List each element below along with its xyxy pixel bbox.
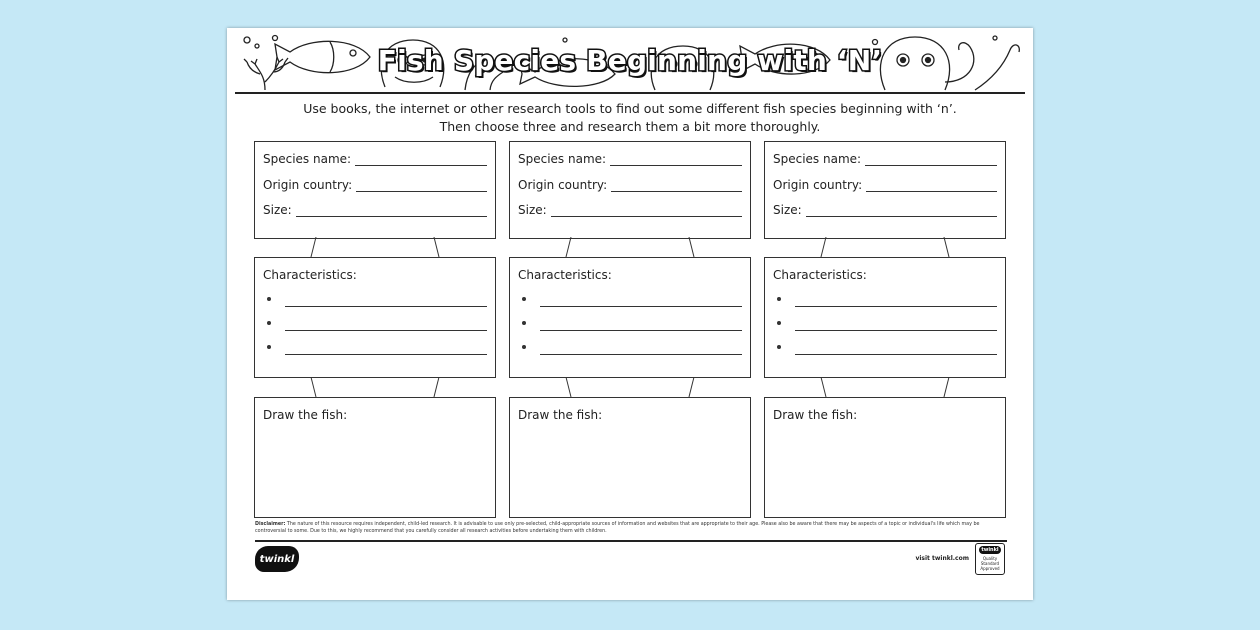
characteristics-box [254,257,496,378]
size-field[interactable]: Size: [773,203,997,217]
origin-country-field[interactable]: Origin country: [773,178,997,192]
species-info-box [764,141,1006,239]
species-name-field[interactable]: Species name: [263,152,487,166]
box-connector [764,377,1006,397]
characteristic-line[interactable] [522,320,742,331]
title-banner [235,32,1025,94]
worksheet-page [227,28,1033,600]
box-connector [254,377,496,397]
instruction-line-2: Then choose three and research them a bit more thoroughly. [439,119,821,134]
box-connector [254,237,496,257]
species-info-box [509,141,751,239]
species-name-field[interactable]: Species name: [773,152,997,166]
characteristics-label: Characteristics: [263,268,357,282]
box-connector [509,237,751,257]
draw-fish-label: Draw the fish: [518,408,603,422]
draw-fish-box[interactable] [509,397,751,518]
characteristic-line[interactable] [777,296,997,307]
origin-country-field[interactable]: Origin country: [518,178,742,192]
characteristic-line[interactable] [777,344,997,355]
disclaimer [255,522,1007,535]
quality-badge [975,543,1005,575]
draw-fish-label: Draw the fish: [773,408,858,422]
worksheet-title: Fish Species Beginning with ‘N’ [377,44,883,77]
box-connector [509,377,751,397]
characteristics-label: Characteristics: [773,268,867,282]
origin-country-field[interactable]: Origin country: [263,178,487,192]
characteristic-line[interactable] [267,320,487,331]
instruction-line-1: Use books, the internet or other research tools to find out some different fish species beginning with ‘n’. [303,101,957,116]
badge-logo: twinkl [979,546,1001,554]
characteristic-line[interactable] [267,296,487,307]
species-name-field[interactable]: Species name: [518,152,742,166]
visit-link[interactable]: visit twinkl.com [915,555,969,562]
draw-fish-label: Draw the fish: [263,408,348,422]
characteristic-line[interactable] [522,344,742,355]
disclaimer-label: Disclaimer: [255,522,286,527]
size-field[interactable]: Size: [518,203,742,217]
box-connector [764,237,1006,257]
footer-divider [255,540,1007,542]
species-info-box [254,141,496,239]
instructions [247,100,1013,136]
characteristics-label: Characteristics: [518,268,612,282]
badge-text: Quality Standard Approved [980,556,1000,571]
characteristics-box [509,257,751,378]
twinkl-logo: twinkl [255,546,299,572]
draw-fish-box[interactable] [764,397,1006,518]
characteristic-line[interactable] [267,344,487,355]
size-field[interactable]: Size: [263,203,487,217]
characteristic-line[interactable] [522,296,742,307]
draw-fish-box[interactable] [254,397,496,518]
characteristic-line[interactable] [777,320,997,331]
disclaimer-text: The nature of this resource requires independent, child-led research. It is advisable to use only pre-selected, child-appropriate sources of information and websites that are appropriate to their age. Please also be aware that there may be aspects of a topic or individual's life which may be controversial to some. Due to this, we highly recommend that you carefully consider all research activities before undertaking them with children. [255,522,980,534]
characteristics-box [764,257,1006,378]
